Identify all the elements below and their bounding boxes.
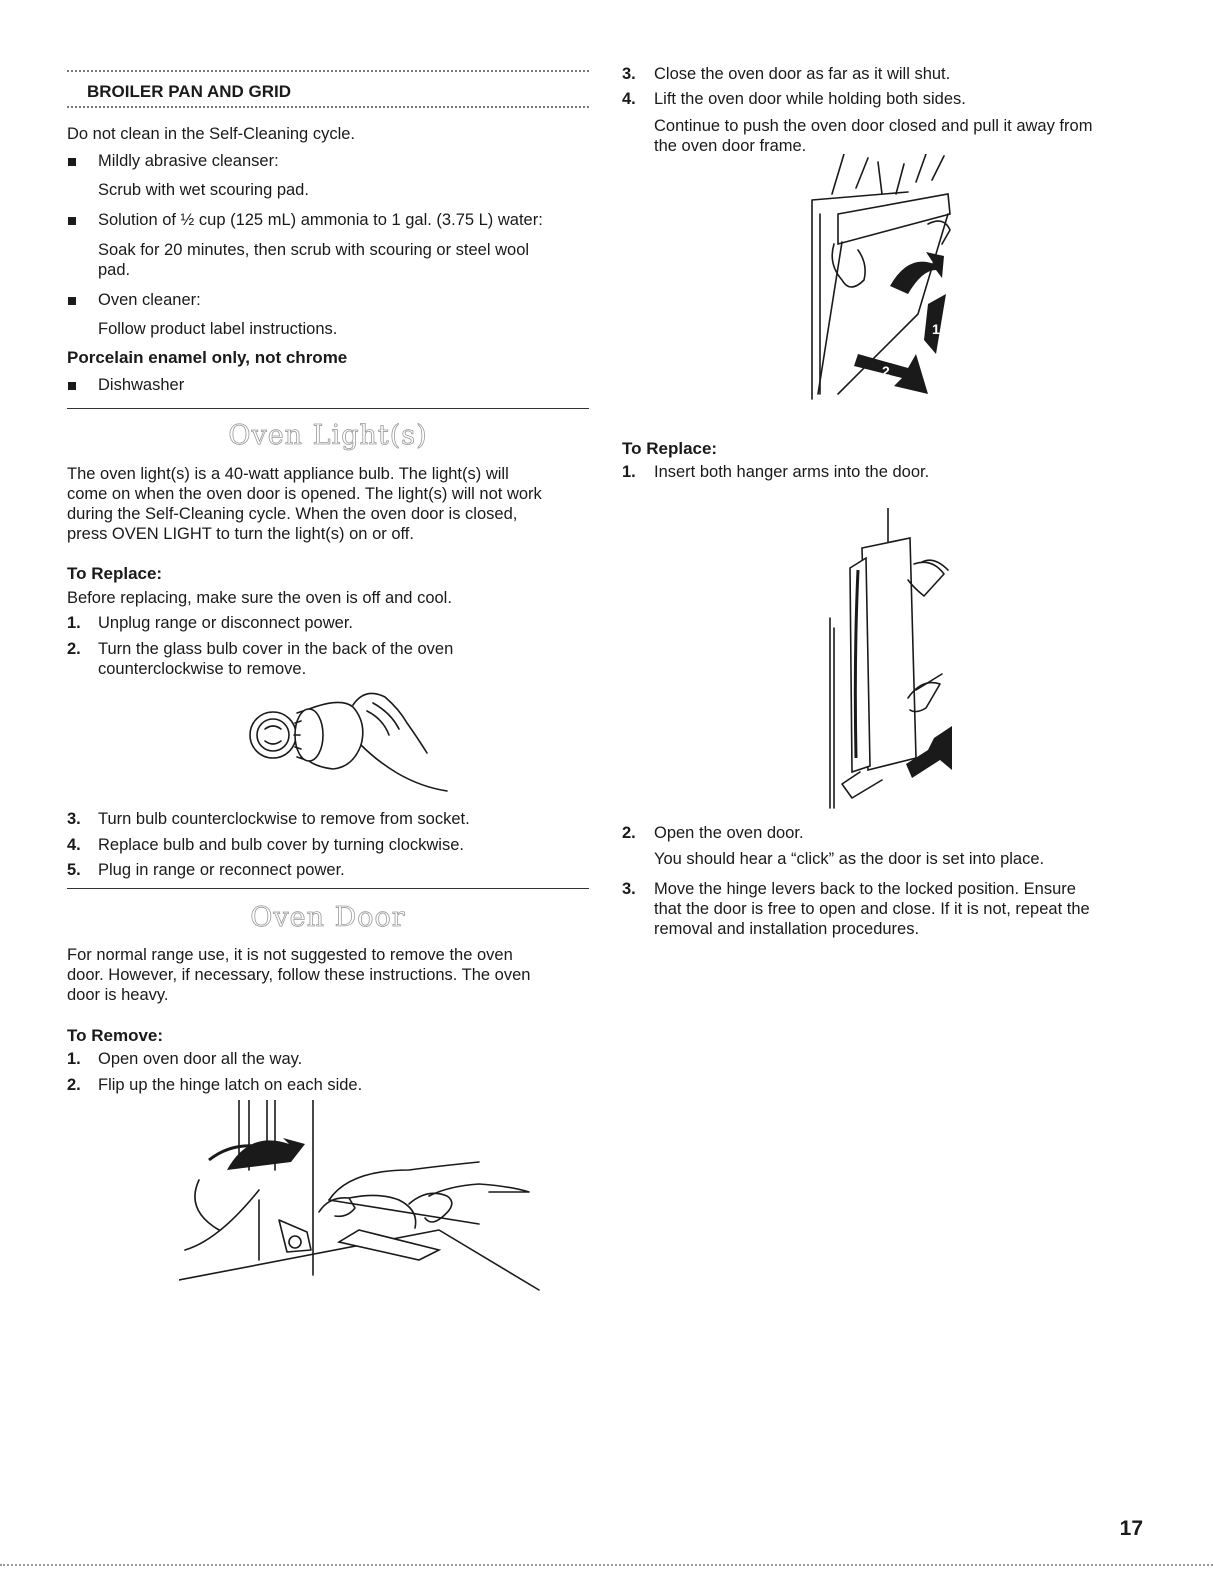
broiler-intro: Do not clean in the Self-Cleaning cycle.: [67, 125, 355, 143]
oven-light-desc-line: press OVEN LIGHT to turn the light(s) on or off.: [67, 525, 414, 543]
list-item-detail: pad.: [98, 261, 131, 279]
hanger-arms-illustration: [822, 508, 952, 813]
step-item-continued: counterclockwise to remove.: [98, 660, 307, 678]
door-replace-heading: To Replace:: [622, 439, 718, 458]
step-item-detail: You should hear a “click” as the door is set into place.: [654, 850, 1045, 868]
oven-door-desc-line: door is heavy.: [67, 986, 169, 1004]
section-top-divider: [67, 70, 589, 72]
bullet-icon: [68, 297, 76, 305]
step-item-continued: that the door is free to open and close. If it is not, repeat the: [654, 900, 1090, 918]
oven-light-desc-line: during the Self-Cleaning cycle. When the oven door is closed,: [67, 505, 518, 523]
oven-door-desc-line: For normal range use, it is not suggested to remove the oven: [67, 946, 513, 964]
oven-light-desc-line: come on when the oven door is opened. The light(s) will not work: [67, 485, 542, 503]
bulb-cover-illustration: [237, 683, 497, 795]
section-rule: [67, 408, 589, 409]
bullet-icon: [68, 158, 76, 166]
oven-light-desc-line: The oven light(s) is a 40-watt appliance bulb. The light(s) will: [67, 465, 509, 483]
light-replace-heading: To Replace:: [67, 564, 163, 583]
section-bottom-divider: [67, 106, 589, 108]
step-item-note: the oven door frame.: [654, 137, 807, 155]
list-item-detail: Follow product label instructions.: [98, 320, 338, 338]
bullet-icon: [68, 217, 76, 225]
bullet-icon: [68, 382, 76, 390]
list-item-detail: Scrub with wet scouring pad.: [98, 181, 309, 199]
broiler-heading: BROILER PAN AND GRID: [87, 82, 291, 101]
porcelain-heading: Porcelain enamel only, not chrome: [67, 348, 348, 367]
hinge-latch-illustration: [179, 1100, 549, 1300]
page-number: 17: [1119, 1517, 1143, 1540]
step-item-note: Continue to push the oven door closed and pull it away from: [654, 117, 1093, 135]
oven-light-title: Oven Light(s): [228, 420, 428, 451]
section-rule: [67, 888, 589, 889]
oven-door-title: Oven Door: [250, 902, 406, 933]
door-remove-heading: To Remove:: [67, 1026, 164, 1045]
arrow-label-2: 2: [882, 363, 890, 379]
light-replace-before: Before replacing, make sure the oven is off and cool.: [67, 589, 452, 607]
step-item-continued: removal and installation procedures.: [654, 920, 920, 938]
oven-door-desc-line: door. However, if necessary, follow these instructions. The oven: [67, 966, 531, 984]
arrow-label-1: 1: [932, 321, 940, 337]
door-lift-illustration: [798, 154, 958, 404]
list-item-detail: Soak for 20 minutes, then scrub with scouring or steel wool: [98, 241, 530, 259]
page-bottom-border: [0, 1564, 1213, 1566]
